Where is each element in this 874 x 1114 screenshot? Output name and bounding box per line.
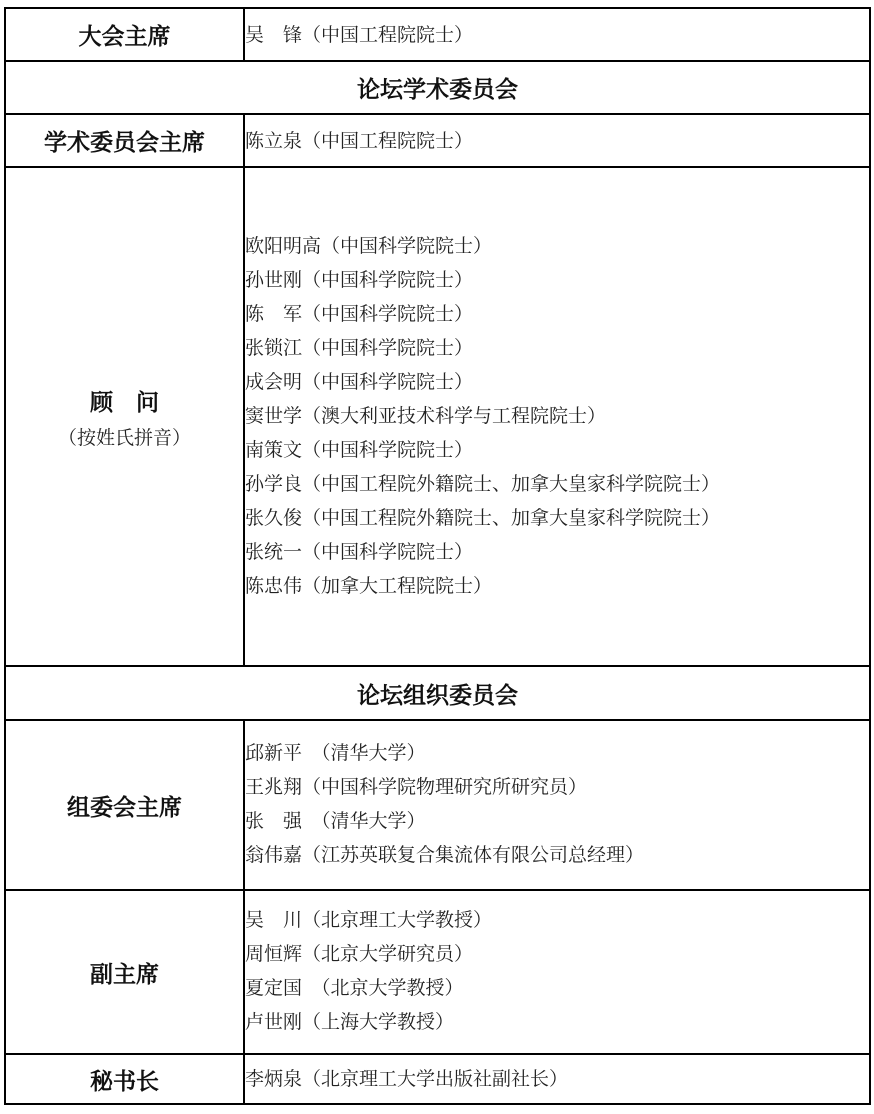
member-entry: 卢世刚（上海大学教授）: [245, 1011, 455, 1033]
label-advisors: [5, 167, 244, 666]
member-entry: 吴 锋（中国工程院院士）: [245, 23, 474, 46]
label-academic-chair: 学术委员会主席: [5, 114, 244, 167]
member-entry: 欧阳明高（中国科学院院士）: [245, 234, 493, 257]
member-entry: 张统一（中国科学院院士）: [245, 540, 474, 563]
row-vice-chair: [5, 890, 870, 1054]
member-entry: 成会明（中国科学院院士）: [245, 370, 474, 393]
member-entry: 吴 川（北京理工大学教授）: [245, 909, 493, 931]
member-entry: 张久俊（中国工程院外籍院士、加拿大皇家科学院院士）: [245, 506, 721, 529]
label-organizing-chair: 组委会主席: [5, 720, 244, 890]
label-conference-chair: 大会主席: [5, 8, 244, 61]
member-entry: 窦世学（澳大利亚技术科学与工程院院士）: [245, 404, 607, 427]
value-vice-chair: [244, 890, 870, 1054]
value-organizing-chair: [244, 720, 870, 890]
member-entry: 陈立泉（中国工程院院士）: [245, 129, 474, 152]
member-entry: 陈 军（中国科学院院士）: [245, 302, 474, 325]
member-entry: 周恒辉（北京大学研究员）: [245, 943, 474, 965]
row-conference-chair: [5, 8, 870, 61]
member-entry: 南策文（中国科学院院士）: [245, 438, 474, 461]
advisors-title: 顾 问: [90, 388, 159, 416]
row-organizing-chair: [5, 720, 870, 890]
member-entry: 夏定国 （北京大学教授）: [245, 977, 464, 999]
section-academic-committee: [5, 61, 870, 114]
row-advisors: [5, 167, 870, 666]
member-entry: 张锁江（中国科学院院士）: [245, 336, 474, 359]
section-title-organizing: 论坛组织委员会: [5, 666, 870, 720]
committee-table: [4, 7, 871, 1105]
member-entry: 张 强 （清华大学）: [245, 810, 426, 832]
section-title-academic: 论坛学术委员会: [5, 61, 870, 114]
member-entry: 王兆翔（中国科学院物理研究所研究员）: [245, 776, 588, 798]
advisors-sublabel: （按姓氏拼音）: [57, 426, 191, 449]
member-entry: 翁伟嘉（江苏英联复合集流体有限公司总经理）: [245, 844, 645, 866]
member-entry: 孙世刚（中国科学院院士）: [245, 268, 474, 291]
label-secretary-general: 秘书长: [5, 1054, 244, 1104]
value-advisors: [244, 167, 870, 666]
row-secretary-general: [5, 1054, 870, 1104]
member-entry: 孙学良（中国工程院外籍院士、加拿大皇家科学院院士）: [245, 472, 721, 495]
member-entry: 邱新平 （清华大学）: [245, 742, 426, 764]
member-entry: 陈忠伟（加拿大工程院院士）: [245, 574, 493, 597]
value-secretary-general: [244, 1054, 870, 1104]
value-academic-chair: [244, 114, 870, 167]
section-organizing-committee: [5, 666, 870, 720]
label-vice-chair: 副主席: [5, 890, 244, 1054]
row-academic-chair: [5, 114, 870, 167]
value-conference-chair: [244, 8, 870, 61]
member-entry: 李炳泉（北京理工大学出版社副社长）: [245, 1068, 569, 1090]
